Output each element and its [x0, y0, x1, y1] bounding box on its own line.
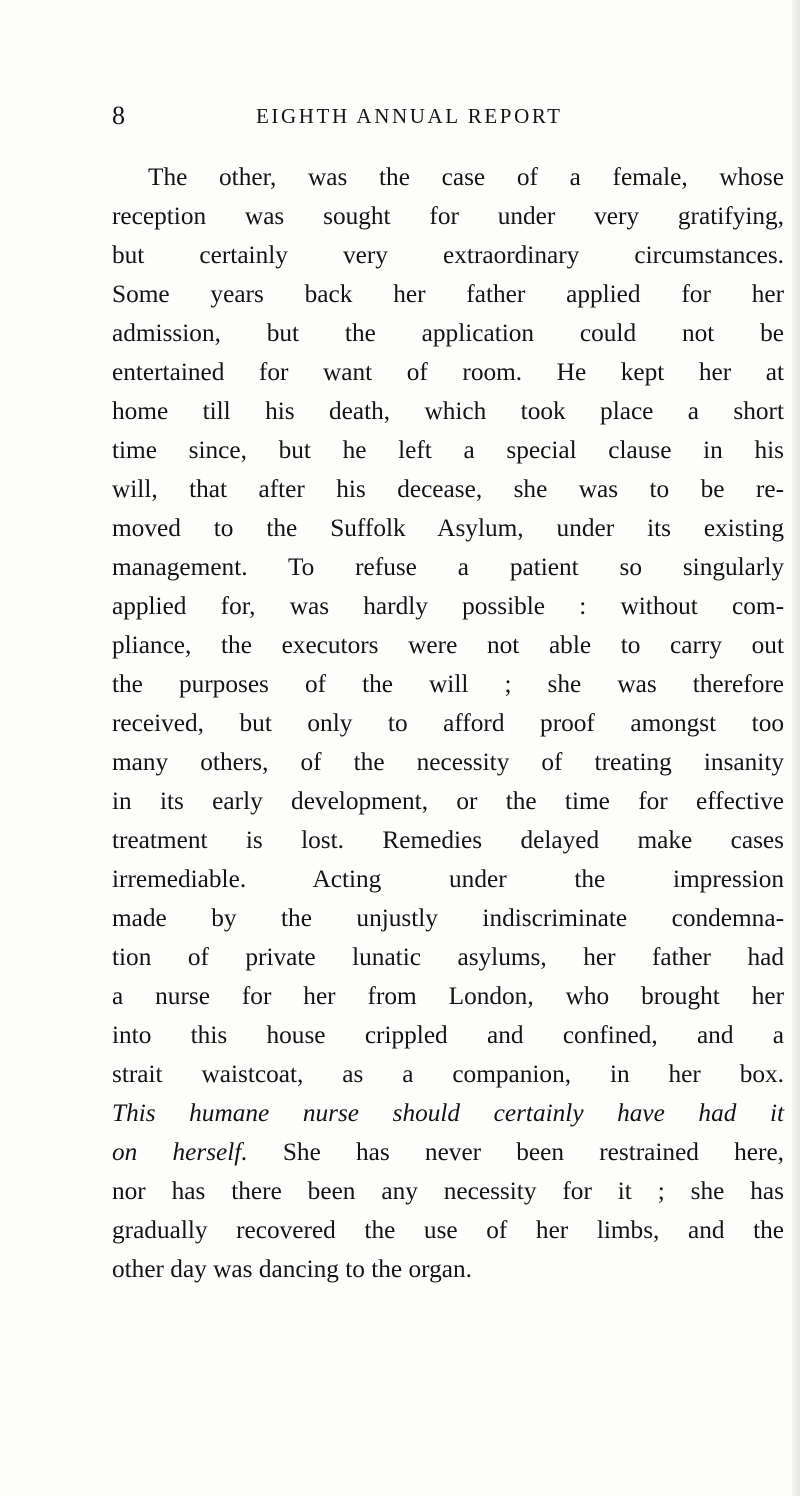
text-line-mixed — [112, 1133, 784, 1172]
text-line: reception was sought for under very gratifying, — [112, 202, 784, 230]
text-line: The other, was the case of a female, whose — [148, 163, 784, 191]
text-line: into this house crippled and confined, and a — [112, 1021, 784, 1049]
text-line: other day was dancing to the organ. — [112, 1255, 472, 1283]
text-line: time since, but he left a special clause in his — [112, 436, 784, 464]
text-line: admission, but the application could not be — [112, 319, 784, 347]
text-line: in its early development, or the time for effective — [112, 787, 784, 815]
text-line: many others, of the necessity of treating insanity — [112, 748, 784, 776]
text-line: gradually recovered the use of her limbs, and the — [112, 1216, 784, 1244]
text-line: moved to the Suffolk Asylum, under its existing — [112, 514, 784, 542]
text-line: entertained for want of room. He kept her at — [112, 358, 784, 386]
text-line: tion of private lunatic asylums, her father had — [112, 943, 784, 971]
italic-text: This humane nurse should certainly have had it — [112, 1099, 784, 1127]
text-line: strait waistcoat, as a companion, in her box. — [112, 1060, 784, 1088]
text-line: nor has there been any necessity for it ; she has — [112, 1177, 784, 1205]
text-line: applied for, was hardly possible : without com- — [112, 592, 784, 620]
text-line: will, that after his decease, she was to be re- — [112, 475, 784, 503]
page-edge-shadow — [792, 0, 800, 1496]
text-line: pliance, the executors were not able to carry out — [112, 631, 784, 659]
text-line: irremediable. Acting under the impression — [112, 865, 784, 893]
text-line: received, but only to afford proof amongst too — [112, 709, 784, 737]
text-line: a nurse for her from London, who brought her — [112, 982, 784, 1010]
body-paragraph — [112, 158, 784, 1289]
page-number: 8 — [112, 101, 125, 130]
text-line: home till his death, which took place a short — [112, 397, 784, 425]
page-header — [0, 96, 800, 136]
text-line: made by the unjustly indiscriminate condemna- — [112, 904, 784, 932]
running-head: EIGHTH ANNUAL REPORT — [256, 104, 563, 128]
text-line: Some years back her father applied for her — [112, 280, 784, 308]
text-line-italic — [112, 1094, 784, 1133]
text-line: treatment is lost. Remedies delayed make cases — [112, 826, 784, 854]
text-line: the purposes of the will ; she was therefore — [112, 670, 784, 698]
text-line: management. To refuse a patient so singularly — [112, 553, 784, 581]
text-line: but certainly very extraordinary circumstances. — [112, 241, 784, 269]
italic-text: on herself. — [112, 1138, 248, 1166]
text-span: She has never been restrained here, — [247, 1138, 785, 1166]
